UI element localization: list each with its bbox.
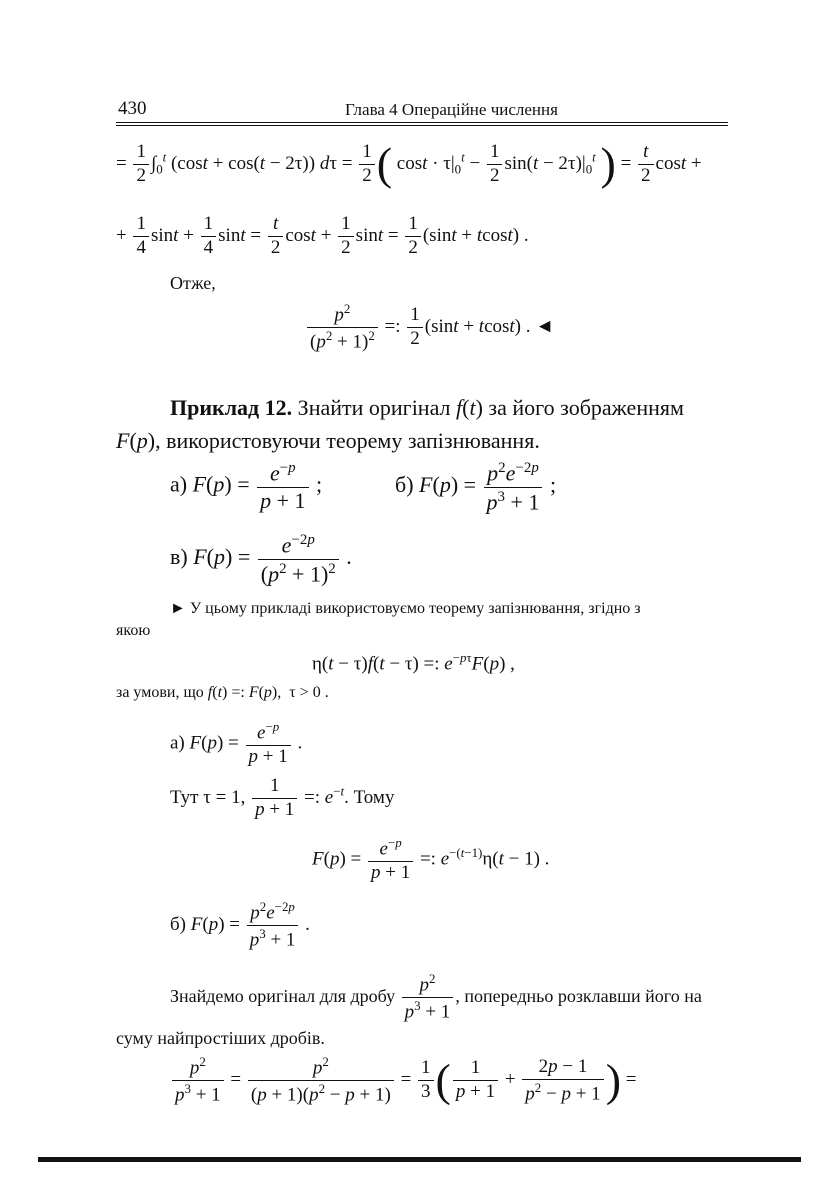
solution-b-formula: б) F(p) = $\frac{p^2e^{-2p}}{p^3 + 1}$ .	[170, 899, 310, 951]
condition-line: за умови, що f(t) =: F(p), τ > 0 .	[116, 684, 329, 701]
equation-line-2: + $\frac{1}{4}$ sint + $\frac{1}{4}$ sint = $\frac{t}{2}$ cost + $\frac{1}{2}$ sint = $\frac{1}{2}$ (sint + tcost) .	[116, 213, 529, 258]
bottom-rule	[38, 1157, 801, 1162]
example-text-1: Знайти оригінал	[297, 395, 451, 420]
example-heading: Приклад 12. Знайти оригінал f(t) за його зображенням	[170, 395, 684, 420]
find-original-line-2: суму найпростіших дробів.	[116, 1028, 325, 1048]
solution-intro-2: якою	[116, 622, 151, 639]
task-v: в) F(p) = $\frac{e^{-2p}}{(p^2 + 1)^2}$ .	[170, 532, 352, 586]
example-title: Приклад 12.	[170, 395, 293, 420]
header-rule-2	[116, 125, 728, 126]
delay-theorem-formula: η(t − τ)f(t − τ) =: $e^{-p\tau}F(p)$ ,	[312, 650, 515, 675]
equation-line-1: = $\frac{1}{2}$ $\int_0^t$ (cost + cos(t − 2τ)) dτ = $\frac{1}{2}$ ( $\cos t \cdot \tau|_0^t$ − $\frac{1}{2}$ $\sin(t - 2\tau)|_0^t$ ) = $\frac{t}{2}$ cost +	[116, 137, 702, 189]
decomposition-formula: $\frac{p^2}{p^3 + 1}$ = $\frac{p^2}{(p + 1)(p^2 - p + 1)}$ = $\frac{1}{3}$ ( $\frac{1}{p + 1}$ + $\frac{2p - 1}{p^2 - p + 1}$ ) =	[170, 1055, 636, 1106]
running-title: Глава 4 Операційне числення	[345, 100, 558, 119]
task-a: а) F(p) = $\frac{e^{-p}}{p + 1}$ ;	[170, 460, 323, 513]
example-text-3: , використовуючи теорему запізнювання.	[155, 428, 540, 453]
solution-a-formula: а) F(p) = $\frac{e^{-p}}{p + 1}$ .	[170, 719, 303, 768]
result-formula: $\frac{p^2}{(p^2 + 1)^2}$ =: $\frac{1}{2}$ (sint + tcost) . ◄	[305, 302, 554, 353]
page-number: 430	[118, 98, 147, 119]
example-text-2: за його зображенням	[488, 395, 684, 420]
solution-a-result: F(p) = $\frac{e^{-p}}{p + 1}$ =: $e^{-(t-1)}\eta(t - 1)$ .	[312, 835, 550, 884]
header-rule	[116, 122, 728, 123]
solution-intro: ► У цьому прикладі використовуємо теорему запізнювання, згідно з	[170, 600, 641, 617]
example-heading-line-2: F(p), використовуючи теорему запізнювання.	[116, 428, 540, 453]
tut-line: Тут τ = 1, $\frac{1}{p + 1}$ =: $e^{-t}$. Тому	[170, 775, 395, 820]
find-original-line: Знайдемо оригінал для дробу $\frac{p^2}{p^3 + 1}$ , попередньо розклавши його на	[170, 971, 702, 1023]
otzhe-text: Отже,	[170, 273, 216, 293]
task-b: б) F(p) = $\frac{p^2e^{-2p}}{p^3 + 1}$ ;	[395, 460, 557, 514]
